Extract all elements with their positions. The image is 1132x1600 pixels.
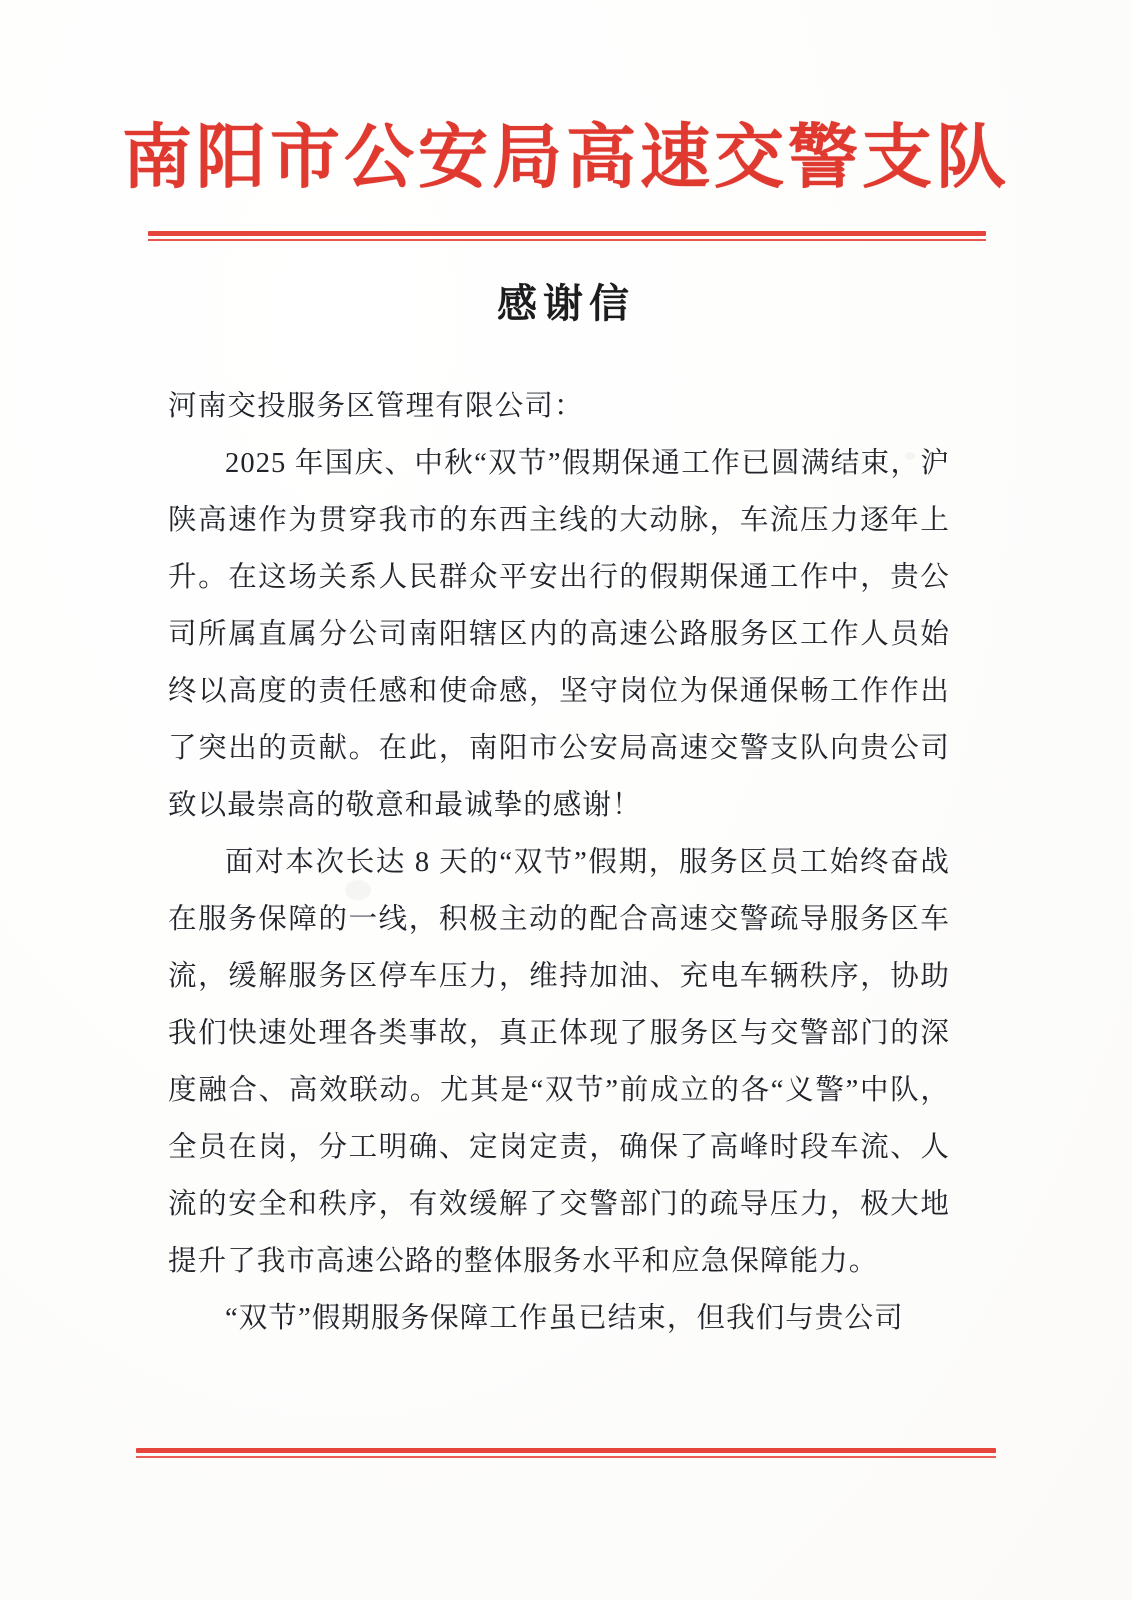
letterhead-organization-title: 南阳市公安局高速交警支队	[122, 115, 1010, 198]
letterhead-divider-thin-line	[148, 239, 986, 241]
footer-divider	[136, 1448, 996, 1458]
letter-body	[168, 378, 950, 1347]
letterhead-divider	[148, 231, 986, 241]
footer-divider-thin-line	[136, 1456, 996, 1458]
page-title: 感谢信	[497, 280, 635, 327]
salutation: 河南交投服务区管理有限公司：	[168, 391, 584, 422]
body-paragraph-3: “双节”假期服务保障工作虽已结束，但我们与贵公司	[225, 1303, 904, 1334]
letterhead	[0, 115, 1132, 198]
body-paragraph-2: 面对本次长达 8 天的“双节”假期，服务区员工始终奋战在服务保障的一线，积极主动的配合高速交警疏导服务区车流，缓解服务区停车压力，维持加油、充电车辆秩序，协助我们快速处理各类事故，真正体现了服务区与交警部门的深度融合、高效联动。尤其是“双节”前成立的各“义警”中队，全员在岗，分工明确、定岗定责，确保了高峰时段车流、人流的安全和秩序，有效缓解了交警部门的疏导压力，极大地提升了我市高速公路的整体服务水平和应急保障能力。	[168, 847, 950, 1277]
body-paragraph-1: 2025 年国庆、中秋“双节”假期保通工作已圆满结束，沪陕高速作为贯穿我市的东西主线的大动脉，车流压力逐年上升。在这场关系人民群众平安出行的假期保通工作中，贵公司所属直属分公司南阳辖区内的高速公路服务区工作人员始终以高度的责任感和使命感，坚守岗位为保通保畅工作作出了突出的贡献。在此，南阳市公安局高速交警支队向贵公司致以最崇高的敬意和最诚挚的感谢！	[168, 448, 950, 821]
